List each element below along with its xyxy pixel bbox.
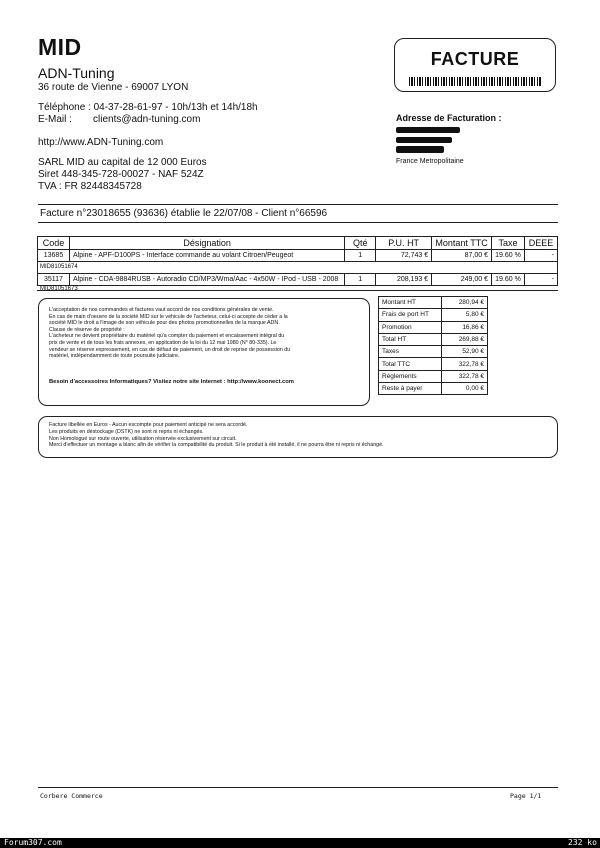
redacted-block — [396, 137, 452, 143]
note-line: Non Homologué sur route ouverte, utilisation réservée exclusivement sur circuit. — [49, 435, 237, 442]
company-legal — [38, 157, 207, 193]
totals-label: Montant HT — [379, 297, 442, 309]
tva-line: TVA : FR 82448345728 — [38, 181, 142, 192]
item-tax: 19.60 % — [492, 250, 525, 262]
terms-line: vendeur se réserve expressement, en cas de défaut de paiement, un droit de reprise de possession du — [49, 346, 291, 353]
totals-value: 16,86 € — [442, 321, 488, 333]
totals-value: 0,00 € — [442, 383, 488, 395]
invoice-reference: Facture n°23018655 (93636) établie le 22/07/08 - Client n°66596 — [40, 208, 328, 219]
footer-divider — [38, 787, 558, 788]
note-line: Facture libellée en Euros - Aucun escompte pour paiement anticipé ne sera accordé. — [49, 422, 248, 428]
billing-country: France Metropolitaine — [396, 158, 464, 165]
siret-line: Siret 448-345-728-00027 - NAF 524Z — [38, 169, 204, 180]
item-code: 35117 — [38, 274, 70, 286]
item-unit-price: 72,743 € — [376, 250, 432, 262]
terms-line: En cas de main d'oeuvre de la société MID sur le véhicule de l'acheteur, celui-ci accepte de céder a la — [49, 313, 288, 320]
barcode-image — [409, 77, 541, 86]
item-designation: Alpine - APF-D100PS - Interface commande au volant Citroen/Peugeot — [69, 250, 344, 262]
watermark-site: Forum307.com — [4, 838, 62, 847]
divider — [38, 204, 558, 205]
terms-text — [49, 307, 359, 360]
totals-label: Promotion — [379, 321, 442, 333]
notes-box — [38, 416, 558, 458]
item-code: 13685 — [38, 250, 70, 262]
totals-row — [379, 333, 488, 345]
totals-label: Taxes — [379, 346, 442, 358]
totals-label: Total TTC — [379, 358, 442, 370]
terms-box — [38, 298, 370, 406]
watermark-bar — [0, 838, 600, 848]
totals-label: Total HT — [379, 333, 442, 345]
totals-row — [379, 309, 488, 321]
billing-address-label: Adresse de Facturation : — [396, 113, 502, 123]
item-qty: 1 — [345, 274, 376, 286]
item-total-ttc: 249,00 € — [432, 274, 492, 286]
company-phone: Téléphone : 04-37-28-61-97 - 10h/13h et 14h/18h — [38, 102, 258, 113]
totals-row — [379, 321, 488, 333]
totals-row — [379, 370, 488, 382]
col-header: Qté — [345, 237, 376, 250]
spacer-row — [38, 262, 558, 274]
col-header: P.U. HT — [376, 237, 432, 250]
accessories-promo: Besoin d'accessoires Informatiques? Visitez notre site Internet : http://www.koonect.com — [49, 379, 294, 385]
totals-value: 269,88 € — [442, 333, 488, 345]
terms-line: Clause de réserve de propriété : — [49, 326, 125, 333]
divider — [37, 290, 558, 291]
totals-label: Frais de port HT — [379, 309, 442, 321]
table-row — [38, 274, 558, 286]
divider — [38, 222, 558, 223]
item-sub-reference: MID81051674 — [40, 264, 78, 270]
item-deee: - — [524, 250, 557, 262]
totals-row — [379, 383, 488, 395]
note-line: Merci d'effectuer un montage a blanc afin de vérifier la compatibilité du produit. Si le produit à été installé, il ne pourra être ni repris ni échangé. — [49, 442, 384, 449]
redacted-block — [396, 146, 444, 153]
table-row — [38, 250, 558, 262]
totals-row — [379, 346, 488, 358]
col-header: Montant TTC — [432, 237, 492, 250]
totals-value: 52,90 € — [442, 346, 488, 358]
item-unit-price: 208,193 € — [376, 274, 432, 286]
item-qty: 1 — [345, 250, 376, 262]
redacted-block — [396, 127, 460, 133]
notes-text — [49, 422, 384, 449]
totals-label: Règlements — [379, 370, 442, 382]
company-name: MID — [38, 34, 82, 60]
page-number: Page 1/1 — [510, 792, 542, 800]
terms-line: L'acceptation de nos commandes et factures vaut accord de nos conditions générales de vente. — [49, 307, 274, 313]
terms-line: prix de vente et de tous les frais annexes, en application de la loi du 12 mai 1980 (N° 80-335). Le — [49, 339, 277, 346]
col-header: Code — [38, 237, 70, 250]
totals-row — [379, 297, 488, 309]
item-deee: - — [524, 274, 557, 286]
totals-row — [379, 358, 488, 370]
watermark-size: 232 ko — [568, 838, 597, 847]
email-label: E-Mail : — [38, 114, 72, 125]
invoice-title-box — [394, 38, 556, 92]
col-header: Taxe — [492, 237, 525, 250]
totals-value: 280,94 € — [442, 297, 488, 309]
capital-line: SARL MID au capital de 12 000 Euros — [38, 157, 207, 168]
note-line: Les produits en déstockage (DSTK) ne sont ni repris ni échangés. — [49, 428, 204, 435]
item-tax: 19.60 % — [492, 274, 525, 286]
table-header-row — [38, 237, 558, 250]
company-email: clients@adn-tuning.com — [93, 114, 201, 125]
totals-value: 322,78 € — [442, 358, 488, 370]
totals-table — [378, 296, 488, 395]
terms-line: matériel, indépendamment de toute poursuite judiciaire. — [49, 353, 180, 360]
company-address: 36 route de Vienne - 69007 LYON — [38, 82, 189, 93]
totals-label: Reste à payer — [379, 383, 442, 395]
company-website: http://www.ADN-Tuning.com — [38, 137, 164, 148]
item-designation: Alpine - CDA-9884RUSB - Autoradio CD/MP3/Wma/Aac - 4x50W - IPod - USB - 2008 — [69, 274, 344, 286]
company-subname: ADN-Tuning — [38, 65, 115, 81]
col-header: Désignation — [69, 237, 344, 250]
items-table — [37, 236, 558, 286]
item-total-ttc: 87,00 € — [432, 250, 492, 262]
terms-line: société MID le droit a l'image de son véhicule pour des photos promotionnelles de la marque ADN. — [49, 320, 280, 327]
totals-value: 322,78 € — [442, 370, 488, 382]
invoice-title: FACTURE — [430, 49, 520, 69]
col-header: DEEE — [524, 237, 557, 250]
terms-line: L'acheteur ne devient propriétaire du matériel qu'a compter du paiement et encaissement intégral du — [49, 333, 285, 340]
totals-value: 5,80 € — [442, 309, 488, 321]
footer-company: Corbere Commerce — [40, 792, 103, 800]
item-sub-reference: MID81051673 — [40, 286, 78, 292]
